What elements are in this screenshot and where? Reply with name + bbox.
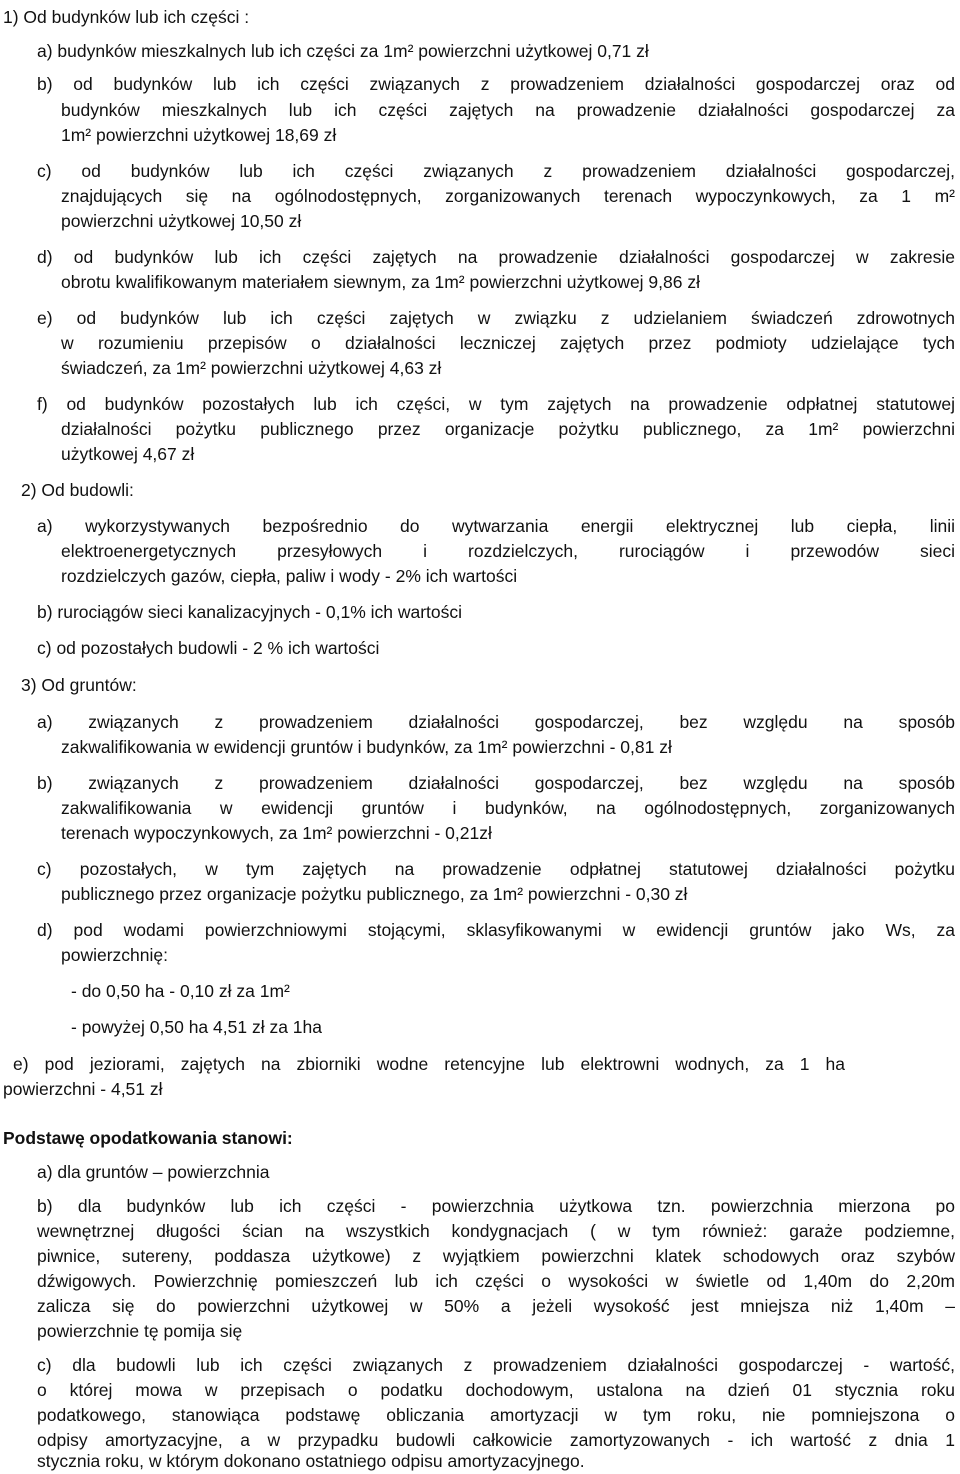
s3-item-b-line1: b) związanych z prowadzeniem działalności gospodarczej, bez względu na sposób	[37, 773, 955, 793]
s1-item-d-line2: obrotu kwalifikowanym materiałem siewnym, za 1m² powierzchni użytkowej 9,86 zł	[61, 272, 700, 292]
s1-item-b-line2: budynków mieszkalnych lub ich części zajętych na prowadzenie działalności gospodarczej za	[61, 100, 955, 120]
section-3-heading: 3) Od gruntów:	[21, 675, 137, 695]
s2-item-c: c) od pozostałych budowli - 2 % ich wartości	[37, 638, 380, 658]
s3-item-c-line1: c) pozostałych, w tym zajętych na prowadzenie odpłatnej statutowej działalności pożytku	[37, 859, 955, 879]
s3-item-e-line1: e) pod jeziorami, zajętych na zbiorniki wodne retencyjne lub elektrowni wodnych, za 1 ha	[13, 1054, 845, 1074]
s1-item-d-line1: d) od budynków lub ich części zajętych na prowadzenie działalności gospodarczej w zakresie	[37, 247, 955, 267]
section-1-heading: 1) Od budynków lub ich części :	[3, 7, 250, 27]
base-item-b-line3: piwnice, sutereny, poddasza użytkowe) z wyjątkiem powierzchni klatek schodowych oraz szybów	[37, 1246, 955, 1266]
s3-item-a-line2: zakwalifikowania w ewidencji gruntów i budynków, za 1m² powierzchni - 0,81 zł	[61, 737, 672, 757]
base-item-b-line1: b) dla budynków lub ich części - powierzchnia użytkowa tzn. powierzchnia mierzona po	[37, 1196, 955, 1216]
base-item-a: a) dla gruntów – powierzchnia	[37, 1162, 270, 1182]
base-item-b-line5: zalicza się do powierzchni użytkowej w 50% a jeżeli wysokość jest mniejsza niż 1,40m –	[37, 1296, 955, 1316]
s3-item-d-line2: powierzchnię:	[61, 945, 168, 965]
base-item-b-line4: dźwigowych. Powierzchnię pomieszczeń lub ich części o wysokości w świetle od 1,40m do 2,20m	[37, 1271, 955, 1291]
s1-item-c-line1: c) od budynków lub ich części związanych z prowadzeniem działalności gospodarczej,	[37, 161, 955, 181]
s3-item-b-line3: terenach wypoczynkowych, za 1m² powierzchni - 0,21zł	[61, 823, 492, 843]
s2-item-a-line3: rozdzielczych gazów, ciepła, paliw i wody - 2% ich wartości	[61, 566, 518, 586]
base-item-b-line2: wewnętrznej długości ścian na wszystkich kondygnacjach ( w tym również: garaże podziemne,	[37, 1221, 955, 1241]
s3-item-e-line2: powierzchni - 4,51 zł	[3, 1079, 163, 1099]
s1-item-c-line3: powierzchni użytkowej 10,50 zł	[61, 211, 302, 231]
s3-item-a-line1: a) związanych z prowadzeniem działalności gospodarczej, bez względu na sposób	[37, 712, 955, 732]
s1-item-e-line1: e) od budynków lub ich części zajętych w związku z udzielaniem świadczeń zdrowotnych	[37, 308, 955, 328]
s1-item-c-line2: znajdujących się na ogólnodostępnych, zorganizowanych terenach wypoczynkowych, za 1 m²	[61, 186, 955, 206]
s1-item-a: a) budynków mieszkalnych lub ich części za 1m² powierzchni użytkowej 0,71 zł	[37, 41, 649, 61]
s1-item-e-line3: świadczeń, za 1m² powierzchni użytkowej 4,63 zł	[61, 358, 442, 378]
s3-item-d-option2: - powyżej 0,50 ha 4,51 zł za 1ha	[71, 1017, 322, 1037]
s3-item-d-line1: d) pod wodami powierzchniowymi stojącymi, sklasyfikowanymi w ewidencji gruntów jako Ws, za	[37, 920, 955, 940]
s3-item-c-line2: publicznego przez organizacje pożytku publicznego, za 1m² powierzchni - 0,30 zł	[61, 884, 688, 904]
s2-item-a-line2: elektroenergetycznych przesyłowych i rozdzielczych, rurociągów i przewodów sieci	[61, 541, 955, 561]
s3-item-d-option1: - do 0,50 ha - 0,10 zł za 1m²	[71, 981, 290, 1001]
base-item-b-line6: powierzchnie tę pomija się	[37, 1321, 243, 1341]
base-item-c-line2: o której mowa w przepisach o podatku dochodowym, ustalona na dzień 01 stycznia roku	[37, 1380, 955, 1400]
s1-item-b-line1: b) od budynków lub ich części związanych z prowadzeniem działalności gospodarczej oraz od	[37, 74, 955, 94]
s2-item-a-line1: a) wykorzystywanych bezpośrednio do wytwarzania energii elektrycznej lub ciepła, linii	[37, 516, 955, 536]
s1-item-f-line3: użytkowej 4,67 zł	[61, 444, 195, 464]
base-item-c-line4: odpisy amortyzacyjne, a w przypadku budowli całkowicie zamortyzowanych - ich wartość z dnia 1	[37, 1430, 955, 1450]
section-2-heading: 2) Od budowli:	[21, 480, 134, 500]
base-item-c-line1: c) dla budowli lub ich części związanych z prowadzeniem działalności gospodarczej - wartość,	[37, 1355, 955, 1375]
s2-item-b: b) rurociągów sieci kanalizacyjnych - 0,1% ich wartości	[37, 602, 463, 622]
s3-item-b-line2: zakwalifikowania w ewidencji gruntów i budynków, na ogólnodostępnych, zorganizowanych	[61, 798, 955, 818]
s1-item-f-line2: działalności pożytku publicznego przez organizacje pożytku publicznego, za 1m² powierzchni	[61, 419, 955, 439]
base-item-c-line3: podatkowego, stanowiąca podstawę obliczania amortyzacji w tym roku, nie pomniejszona o	[37, 1405, 955, 1425]
s1-item-b-line3: 1m² powierzchni użytkowej 18,69 zł	[61, 125, 337, 145]
base-item-c-line5: stycznia roku, w którym dokonano ostatniego odpisu amortyzacyjnego.	[37, 1451, 585, 1471]
s1-item-f-line1: f) od budynków pozostałych lub ich części, w tym zajętych na prowadzenie odpłatnej statutowej	[37, 394, 955, 414]
base-heading: Podstawę opodatkowania stanowi:	[3, 1128, 293, 1148]
s1-item-e-line2: w rozumieniu przepisów o działalności leczniczej zajętych przez podmioty udzielające tych	[61, 333, 955, 353]
